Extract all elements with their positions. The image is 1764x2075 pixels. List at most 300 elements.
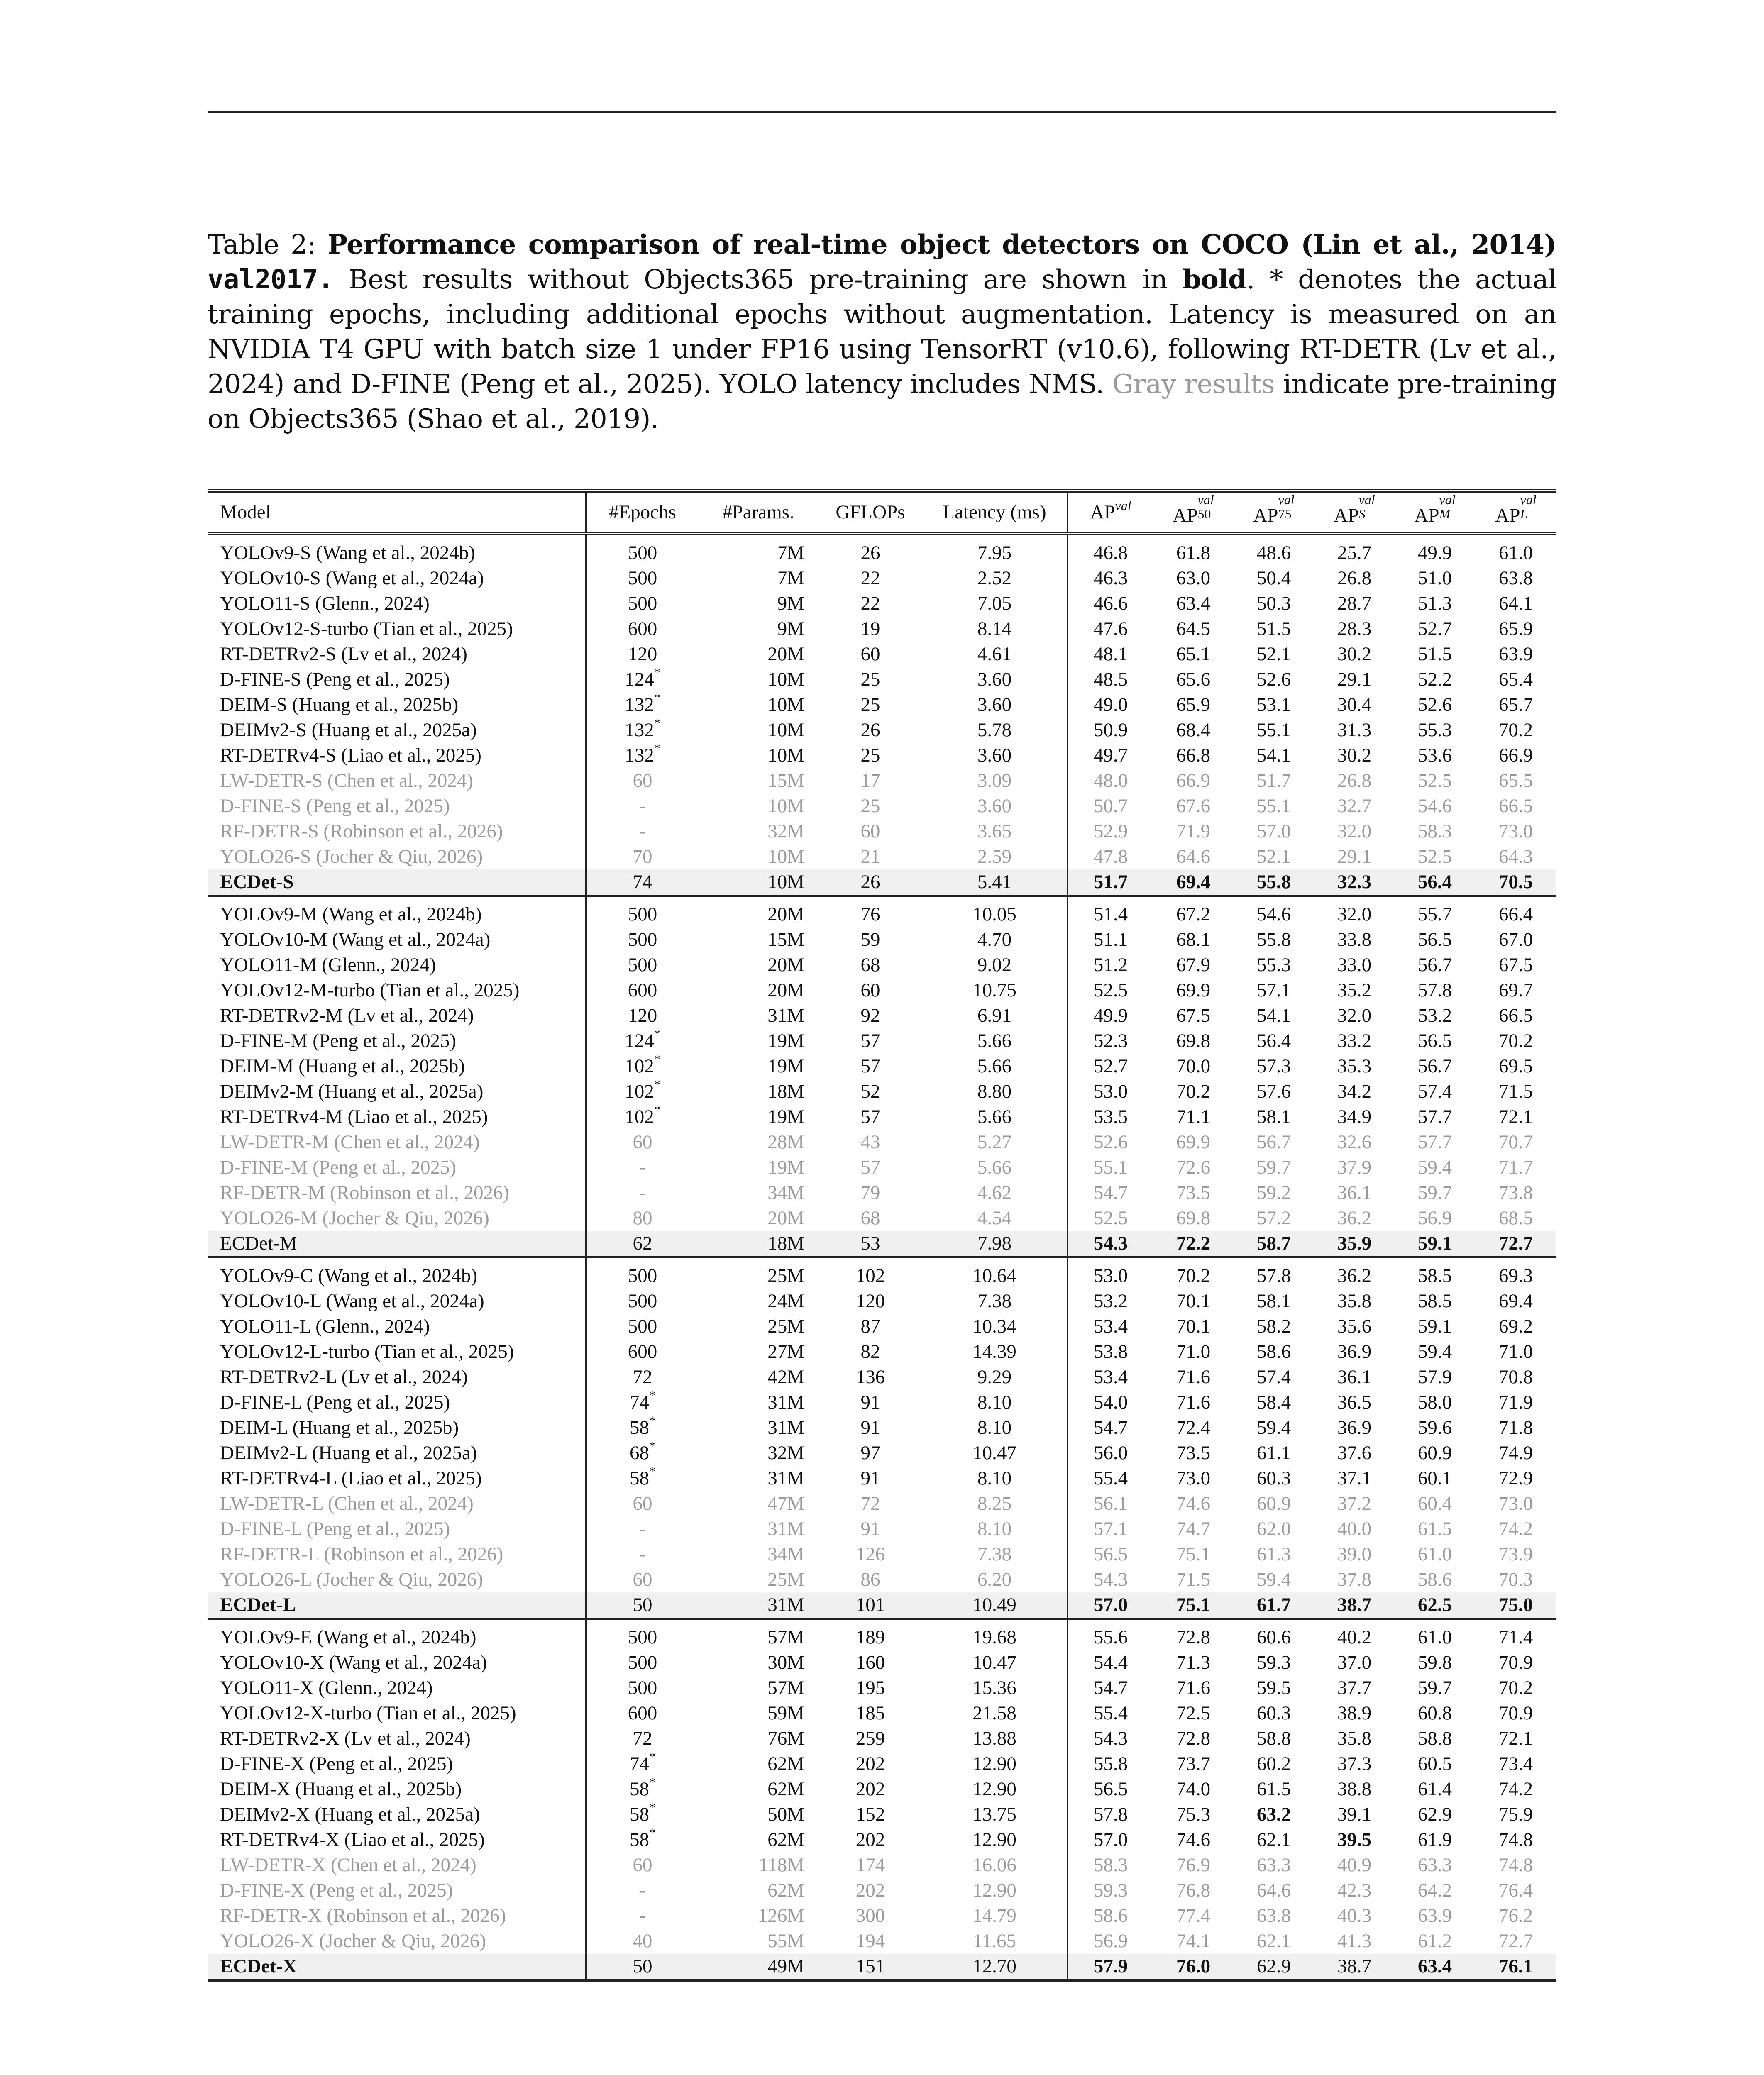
cell-model: RT-DETRv2-X (Lv et al., 2024) <box>208 1726 586 1751</box>
cell-apm: 51.3 <box>1417 593 1452 614</box>
cell-ap50: 61.8 <box>1176 542 1211 564</box>
caption-text-2: . * denotes the actual training epochs, including additional epochs without augmentation. Latency is measured on an NVIDIA T4 GPU with batch size 1 under FP16 using TensorRT (v10.6), following RT-DETR (Lv et al., 2024) and D-FINE (Peng et al., 2025). YOLO latency includes NMS. <box>208 264 1556 400</box>
cell-params: 20M <box>767 1207 804 1229</box>
cell-epochs: - <box>639 795 646 817</box>
cell-apm: 61.2 <box>1417 1930 1452 1952</box>
cell-epochs: - <box>639 820 646 842</box>
cell-gflops: 72 <box>860 1493 880 1514</box>
cell-latency: 6.20 <box>922 1567 1068 1592</box>
cell-ap75: 55.8 <box>1256 929 1291 950</box>
cell-ap50: 66.8 <box>1176 745 1211 766</box>
cell-ap50: 67.2 <box>1176 903 1211 925</box>
cell-apm: 60.5 <box>1417 1753 1452 1775</box>
cell-model: RT-DETRv2-L (Lv et al., 2024) <box>208 1365 586 1390</box>
cell-ap50: 71.0 <box>1176 1341 1211 1362</box>
cell-epochs: 60 <box>633 770 652 791</box>
cell-apm: 61.4 <box>1417 1778 1452 1800</box>
cell-apl: 61.0 <box>1498 542 1533 564</box>
cell-apm: 58.3 <box>1417 820 1452 842</box>
cell-epochs: 500 <box>628 1265 657 1286</box>
cell-gflops: 57 <box>860 1055 880 1077</box>
cell-ap75: 55.1 <box>1256 719 1291 741</box>
cell-aps: 37.3 <box>1337 1753 1372 1775</box>
header-ap50: AP val 50 <box>1173 492 1214 526</box>
cell-ap50: 69.9 <box>1176 979 1211 1001</box>
cell-params: 19M <box>767 1106 804 1128</box>
cell-ap50: 67.9 <box>1176 954 1211 976</box>
cell-apm: 52.7 <box>1417 618 1452 640</box>
cell-epochs: 50 <box>586 1954 698 1980</box>
cell-apl: 71.0 <box>1498 1341 1533 1362</box>
cell-aps: 38.7 <box>1314 1592 1395 1619</box>
cell-model: D-FINE-L (Peng et al., 2025) <box>208 1390 586 1415</box>
cell-gflops: 185 <box>855 1702 885 1724</box>
cell-aps: 37.2 <box>1337 1493 1372 1514</box>
cell-epochs: 500 <box>628 567 657 589</box>
cell-ap: 51.4 <box>1093 903 1128 925</box>
cell-params: 31M <box>767 1518 804 1540</box>
cell-aps: 41.3 <box>1337 1930 1372 1952</box>
cell-epochs: - <box>639 1543 646 1565</box>
table-row <box>208 1650 1556 1675</box>
cell-apm: 60.4 <box>1417 1493 1452 1514</box>
cell-ap: 54.4 <box>1093 1652 1128 1673</box>
table-group <box>208 1619 1556 1981</box>
cell-ap: 57.9 <box>1068 1954 1153 1980</box>
cell-model: YOLO26-L (Jocher & Qiu, 2026) <box>208 1567 586 1592</box>
cell-ap: 53.0 <box>1093 1265 1128 1286</box>
cell-aps: 37.6 <box>1337 1442 1372 1464</box>
cell-latency: 10.34 <box>922 1314 1068 1339</box>
cell-ap75: 48.6 <box>1256 542 1291 564</box>
cell-aps: 38.9 <box>1337 1702 1372 1724</box>
cell-apl: 70.5 <box>1475 869 1556 896</box>
ours-row <box>208 1231 1556 1257</box>
cell-params: 31M <box>767 1417 804 1438</box>
header-apm: AP val M <box>1414 492 1456 526</box>
table-row <box>208 1180 1556 1206</box>
cell-model: YOLO26-M (Jocher & Qiu, 2026) <box>208 1206 586 1231</box>
cell-ap50: 72.8 <box>1176 1626 1211 1648</box>
cell-gflops: 53 <box>818 1231 922 1257</box>
cell-apm: 59.4 <box>1417 1341 1452 1362</box>
cell-ap75: 62.9 <box>1234 1954 1314 1980</box>
table-row <box>208 1619 1556 1650</box>
cell-model: RT-DETRv2-M (Lv et al., 2024) <box>208 1003 586 1028</box>
cell-ap75: 61.7 <box>1234 1592 1314 1619</box>
cell-latency: 19.68 <box>922 1619 1068 1650</box>
cell-ap: 57.0 <box>1093 1829 1128 1850</box>
cell-params: 34M <box>767 1182 804 1204</box>
cell-latency: 8.10 <box>922 1390 1068 1415</box>
cell-model: DEIM-L (Huang et al., 2025b) <box>208 1415 586 1440</box>
cell-model: DEIM-M (Huang et al., 2025b) <box>208 1054 586 1079</box>
cell-epochs: 58* <box>586 1802 698 1827</box>
cell-ap75: 51.7 <box>1256 770 1291 791</box>
cell-ap: 48.5 <box>1093 669 1128 690</box>
epoch-star: * <box>654 667 660 679</box>
cell-epochs: 132* <box>586 743 698 768</box>
table-row <box>208 844 1556 869</box>
cell-gflops: 86 <box>860 1569 880 1590</box>
cell-ap: 57.8 <box>1093 1804 1128 1825</box>
epoch-star: * <box>649 1777 655 1789</box>
cell-params: 10M <box>767 669 804 690</box>
cell-ap50: 75.1 <box>1176 1543 1211 1565</box>
cell-ap50: 71.1 <box>1176 1106 1211 1128</box>
cell-ap50: 65.6 <box>1176 669 1211 690</box>
cell-ap: 51.1 <box>1093 929 1128 950</box>
header-apl: AP val L <box>1495 492 1537 526</box>
table-row <box>208 896 1556 928</box>
cell-ap: 52.7 <box>1093 1055 1128 1077</box>
cell-params: 126M <box>757 1905 804 1926</box>
results-table-wrap <box>208 489 1556 1982</box>
cell-epochs: 124* <box>586 1028 698 1054</box>
cell-params: 25M <box>767 1569 804 1590</box>
cell-gflops: 25 <box>860 669 880 690</box>
table-row <box>208 1415 1556 1440</box>
cell-gflops: 151 <box>818 1954 922 1980</box>
cell-aps: 34.9 <box>1337 1106 1372 1128</box>
cell-model: D-FINE-M (Peng et al., 2025) <box>208 1155 586 1180</box>
cell-params: 32M <box>767 820 804 842</box>
table-row <box>208 1155 1556 1180</box>
cell-apm: 61.5 <box>1417 1518 1452 1540</box>
cell-ap: 52.5 <box>1093 1207 1128 1229</box>
cell-latency: 3.65 <box>922 819 1068 844</box>
table-row <box>208 1028 1556 1054</box>
cell-ap75: 63.3 <box>1256 1854 1291 1876</box>
table-row <box>208 1878 1556 1903</box>
cell-epochs: 74* <box>586 1751 698 1777</box>
cell-epochs: 40 <box>633 1930 652 1952</box>
cell-epochs: 500 <box>628 593 657 614</box>
table-row <box>208 1440 1556 1466</box>
cell-params: 30M <box>767 1652 804 1673</box>
cell-aps: 35.6 <box>1337 1316 1372 1337</box>
cell-params: 24M <box>767 1290 804 1312</box>
cell-apm: 58.8 <box>1417 1728 1452 1749</box>
cell-model: D-FINE-S (Peng et al., 2025) <box>208 667 586 692</box>
cell-ap75: 60.6 <box>1256 1626 1291 1648</box>
cell-epochs: 102* <box>586 1054 698 1079</box>
cell-gflops: 160 <box>855 1652 885 1673</box>
cell-ap: 49.9 <box>1093 1005 1128 1026</box>
cell-aps: 35.3 <box>1337 1055 1372 1077</box>
cell-gflops: 22 <box>860 567 880 589</box>
cell-ap75: 55.1 <box>1256 795 1291 817</box>
cell-latency: 7.38 <box>922 1289 1068 1314</box>
cell-ap50: 74.1 <box>1176 1930 1211 1952</box>
cell-apm: 61.9 <box>1417 1829 1452 1850</box>
cell-ap: 55.4 <box>1093 1467 1128 1489</box>
cell-gflops: 22 <box>860 593 880 614</box>
cell-epochs: 124* <box>586 667 698 692</box>
cell-aps: 28.7 <box>1337 593 1372 614</box>
cell-params: 57M <box>767 1626 804 1648</box>
cell-latency: 11.65 <box>922 1929 1068 1954</box>
cell-params: 34M <box>767 1543 804 1565</box>
cell-epochs: 62 <box>586 1231 698 1257</box>
cell-ap50: 73.5 <box>1176 1442 1211 1464</box>
cell-ap50: 66.9 <box>1176 770 1211 791</box>
cell-epochs: 600 <box>628 979 657 1001</box>
cell-ap50: 70.2 <box>1176 1081 1211 1102</box>
cell-latency: 15.36 <box>922 1675 1068 1701</box>
cell-ap75: 55.3 <box>1256 954 1291 976</box>
cell-aps: 34.2 <box>1337 1081 1372 1102</box>
ours-row <box>208 1954 1556 1980</box>
cell-epochs: 600 <box>628 1702 657 1724</box>
cell-apl: 69.2 <box>1498 1316 1533 1337</box>
cell-gflops: 26 <box>860 542 880 564</box>
cell-gflops: 136 <box>855 1366 885 1388</box>
cell-params: 10M <box>767 719 804 741</box>
epoch-star: * <box>649 1415 655 1428</box>
cell-ap75: 51.5 <box>1256 618 1291 640</box>
cell-latency: 3.09 <box>922 768 1068 793</box>
cell-ap50: 72.8 <box>1176 1728 1211 1749</box>
epoch-star: * <box>649 1440 655 1453</box>
epoch-star: * <box>654 1104 660 1117</box>
table-row <box>208 1257 1556 1289</box>
cell-ap75: 58.1 <box>1256 1290 1291 1312</box>
cell-aps: 36.2 <box>1337 1207 1372 1229</box>
cell-aps: 37.7 <box>1337 1677 1372 1699</box>
cell-gflops: 195 <box>855 1677 885 1699</box>
cell-params: 62M <box>767 1829 804 1850</box>
cell-apm: 58.5 <box>1417 1290 1452 1312</box>
cell-gflops: 126 <box>855 1543 885 1565</box>
cell-gflops: 91 <box>860 1417 880 1438</box>
header-ap75: AP val 75 <box>1253 492 1295 526</box>
cell-ap75: 60.2 <box>1256 1753 1291 1775</box>
cell-ap50: 73.5 <box>1176 1182 1211 1204</box>
cell-apm: 56.5 <box>1417 929 1452 950</box>
cell-model: RT-DETRv2-S (Lv et al., 2024) <box>208 642 586 667</box>
cell-gflops: 91 <box>860 1467 880 1489</box>
cell-epochs: - <box>639 1182 646 1204</box>
epoch-star: * <box>654 1028 660 1041</box>
table-row <box>208 692 1556 718</box>
cell-latency: 4.70 <box>922 927 1068 952</box>
table-caption <box>208 227 1556 437</box>
cell-model: RF-DETR-M (Robinson et al., 2026) <box>208 1180 586 1206</box>
cell-apm: 57.4 <box>1417 1081 1452 1102</box>
cell-model: YOLOv10-S (Wang et al., 2024a) <box>208 566 586 591</box>
cell-model: YOLOv10-L (Wang et al., 2024a) <box>208 1289 586 1314</box>
cell-model: LW-DETR-M (Chen et al., 2024) <box>208 1130 586 1155</box>
cell-epochs: 132* <box>586 692 698 718</box>
cell-latency: 3.60 <box>922 743 1068 768</box>
epoch-star: * <box>654 718 660 730</box>
cell-apl: 70.9 <box>1498 1652 1533 1673</box>
cell-ap: 50.7 <box>1093 795 1128 817</box>
cell-ap75: 58.7 <box>1234 1231 1314 1257</box>
table-header <box>208 491 1556 534</box>
cell-apm: 56.7 <box>1417 954 1452 976</box>
cell-ap75: 58.6 <box>1256 1341 1291 1362</box>
cell-latency: 14.79 <box>922 1903 1068 1929</box>
cell-gflops: 25 <box>860 694 880 715</box>
cell-ap50: 63.0 <box>1176 567 1211 589</box>
cell-gflops: 79 <box>860 1182 880 1204</box>
cell-gflops: 91 <box>860 1518 880 1540</box>
cell-ap75: 63.8 <box>1256 1905 1291 1926</box>
cell-aps: 35.2 <box>1337 979 1372 1001</box>
cell-ap75: 63.2 <box>1256 1804 1291 1825</box>
cell-latency: 5.66 <box>922 1155 1068 1180</box>
cell-apl: 72.9 <box>1498 1467 1533 1489</box>
cell-epochs: 72 <box>633 1366 652 1388</box>
cell-params: 18M <box>767 1081 804 1102</box>
cell-gflops: 43 <box>860 1131 880 1153</box>
cell-latency: 13.88 <box>922 1726 1068 1751</box>
cell-ap50: 71.6 <box>1176 1391 1211 1413</box>
cell-epochs: - <box>639 1880 646 1901</box>
cell-ap75: 59.2 <box>1256 1182 1291 1204</box>
cell-params: 10M <box>767 795 804 817</box>
cell-params: 62M <box>767 1880 804 1901</box>
cell-ap: 53.0 <box>1093 1081 1128 1102</box>
cell-model: ECDet-M <box>208 1231 586 1257</box>
cell-apm: 59.7 <box>1417 1677 1452 1699</box>
cell-epochs: 70 <box>633 846 652 867</box>
cell-ap: 55.4 <box>1093 1702 1128 1724</box>
cell-latency: 5.66 <box>922 1104 1068 1130</box>
cell-ap50: 71.6 <box>1176 1366 1211 1388</box>
cell-epochs: 58* <box>586 1466 698 1491</box>
cell-params: 62M <box>767 1753 804 1775</box>
cell-apl: 70.3 <box>1498 1569 1533 1590</box>
cell-ap75: 57.1 <box>1256 979 1291 1001</box>
header-gflops: GFLOPs <box>836 501 905 523</box>
cell-aps: 40.3 <box>1337 1905 1372 1926</box>
cell-params: 42M <box>767 1366 804 1388</box>
cell-ap75: 60.9 <box>1256 1493 1291 1514</box>
cell-params: 10M <box>698 869 818 896</box>
cell-latency: 4.61 <box>922 642 1068 667</box>
cell-latency: 5.66 <box>922 1054 1068 1079</box>
epoch-star: * <box>649 1802 655 1814</box>
cell-apm: 59.8 <box>1417 1652 1452 1673</box>
cell-ap75: 50.3 <box>1256 593 1291 614</box>
cell-apl: 75.9 <box>1498 1804 1533 1825</box>
header-aps: AP val S <box>1334 492 1375 526</box>
cell-ap75: 52.1 <box>1256 643 1291 665</box>
cell-model: D-FINE-X (Peng et al., 2025) <box>208 1878 586 1903</box>
cell-gflops: 26 <box>860 719 880 741</box>
cell-gflops: 21 <box>860 846 880 867</box>
cell-epochs: 102* <box>586 1079 698 1104</box>
cell-aps: 38.7 <box>1314 1954 1395 1980</box>
cell-ap75: 52.6 <box>1256 669 1291 690</box>
cell-aps: 29.1 <box>1337 846 1372 867</box>
cell-apm: 64.2 <box>1417 1880 1452 1901</box>
cell-apl: 71.5 <box>1498 1081 1533 1102</box>
cell-ap: 56.5 <box>1093 1543 1128 1565</box>
cell-epochs: - <box>639 1157 646 1178</box>
cell-model: YOLOv9-C (Wang et al., 2024b) <box>208 1257 586 1289</box>
cell-model: D-FINE-X (Peng et al., 2025) <box>208 1751 586 1777</box>
cell-gflops: 57 <box>860 1157 880 1178</box>
cell-aps: 31.3 <box>1337 719 1372 741</box>
cell-ap50: 64.5 <box>1176 618 1211 640</box>
table-row <box>208 1675 1556 1701</box>
cell-epochs: 500 <box>628 1626 657 1648</box>
cell-params: 10M <box>767 694 804 715</box>
cell-ap: 56.5 <box>1093 1778 1128 1800</box>
cell-epochs: 600 <box>628 1341 657 1362</box>
cell-apl: 74.8 <box>1498 1829 1533 1850</box>
cell-gflops: 60 <box>860 643 880 665</box>
cell-latency: 12.90 <box>922 1777 1068 1802</box>
cell-gflops: 26 <box>818 869 922 896</box>
cell-model: RF-DETR-S (Robinson et al., 2026) <box>208 819 586 844</box>
caption-text-1: Best results without Objects365 pre-training are shown in <box>333 264 1183 295</box>
cell-apl: 75.0 <box>1475 1592 1556 1619</box>
cell-ap: 54.7 <box>1093 1677 1128 1699</box>
table-row <box>208 718 1556 743</box>
cell-ap: 52.6 <box>1093 1131 1128 1153</box>
cell-apl: 74.8 <box>1498 1854 1533 1876</box>
cell-params: 10M <box>767 745 804 766</box>
cell-params: 20M <box>767 643 804 665</box>
cell-ap75: 57.0 <box>1256 820 1291 842</box>
cell-ap50: 71.3 <box>1176 1652 1211 1673</box>
table-row <box>208 1701 1556 1726</box>
cell-gflops: 60 <box>860 820 880 842</box>
cell-latency: 7.95 <box>922 534 1068 566</box>
cell-model: DEIM-X (Huang et al., 2025b) <box>208 1777 586 1802</box>
cell-model: DEIMv2-L (Huang et al., 2025a) <box>208 1440 586 1466</box>
caption-gray-phrase: Gray results <box>1112 369 1275 400</box>
cell-ap75: 61.3 <box>1256 1543 1291 1565</box>
table-group <box>208 534 1556 896</box>
table-row <box>208 1542 1556 1567</box>
cell-ap50: 68.4 <box>1176 719 1211 741</box>
cell-ap: 57.0 <box>1068 1592 1153 1619</box>
cell-latency: 5.66 <box>922 1028 1068 1054</box>
cell-apm: 62.9 <box>1417 1804 1452 1825</box>
cell-ap: 54.3 <box>1068 1231 1153 1257</box>
cell-latency: 8.10 <box>922 1466 1068 1491</box>
results-table <box>208 489 1556 1982</box>
table-row <box>208 1390 1556 1415</box>
cell-aps: 37.8 <box>1337 1569 1372 1590</box>
cell-epochs: 60 <box>633 1569 652 1590</box>
cell-apm: 58.5 <box>1417 1265 1452 1286</box>
cell-apm: 56.7 <box>1417 1055 1452 1077</box>
cell-params: 50M <box>767 1804 804 1825</box>
cell-ap50: 67.6 <box>1176 795 1211 817</box>
cell-apl: 65.5 <box>1498 770 1533 791</box>
cell-ap50: 69.4 <box>1153 869 1234 896</box>
cell-gflops: 25 <box>860 795 880 817</box>
cell-ap: 46.8 <box>1093 542 1128 564</box>
cell-epochs: - <box>639 1905 646 1926</box>
cell-ap75: 54.1 <box>1256 745 1291 766</box>
cell-epochs: 500 <box>628 929 657 950</box>
cell-apm: 51.0 <box>1417 567 1452 589</box>
cell-apl: 76.1 <box>1475 1954 1556 1980</box>
cell-ap: 55.6 <box>1093 1626 1128 1648</box>
cell-model: YOLO26-S (Jocher & Qiu, 2026) <box>208 844 586 869</box>
cell-latency: 8.80 <box>922 1079 1068 1104</box>
table-row <box>208 1903 1556 1929</box>
table-row <box>208 1491 1556 1516</box>
